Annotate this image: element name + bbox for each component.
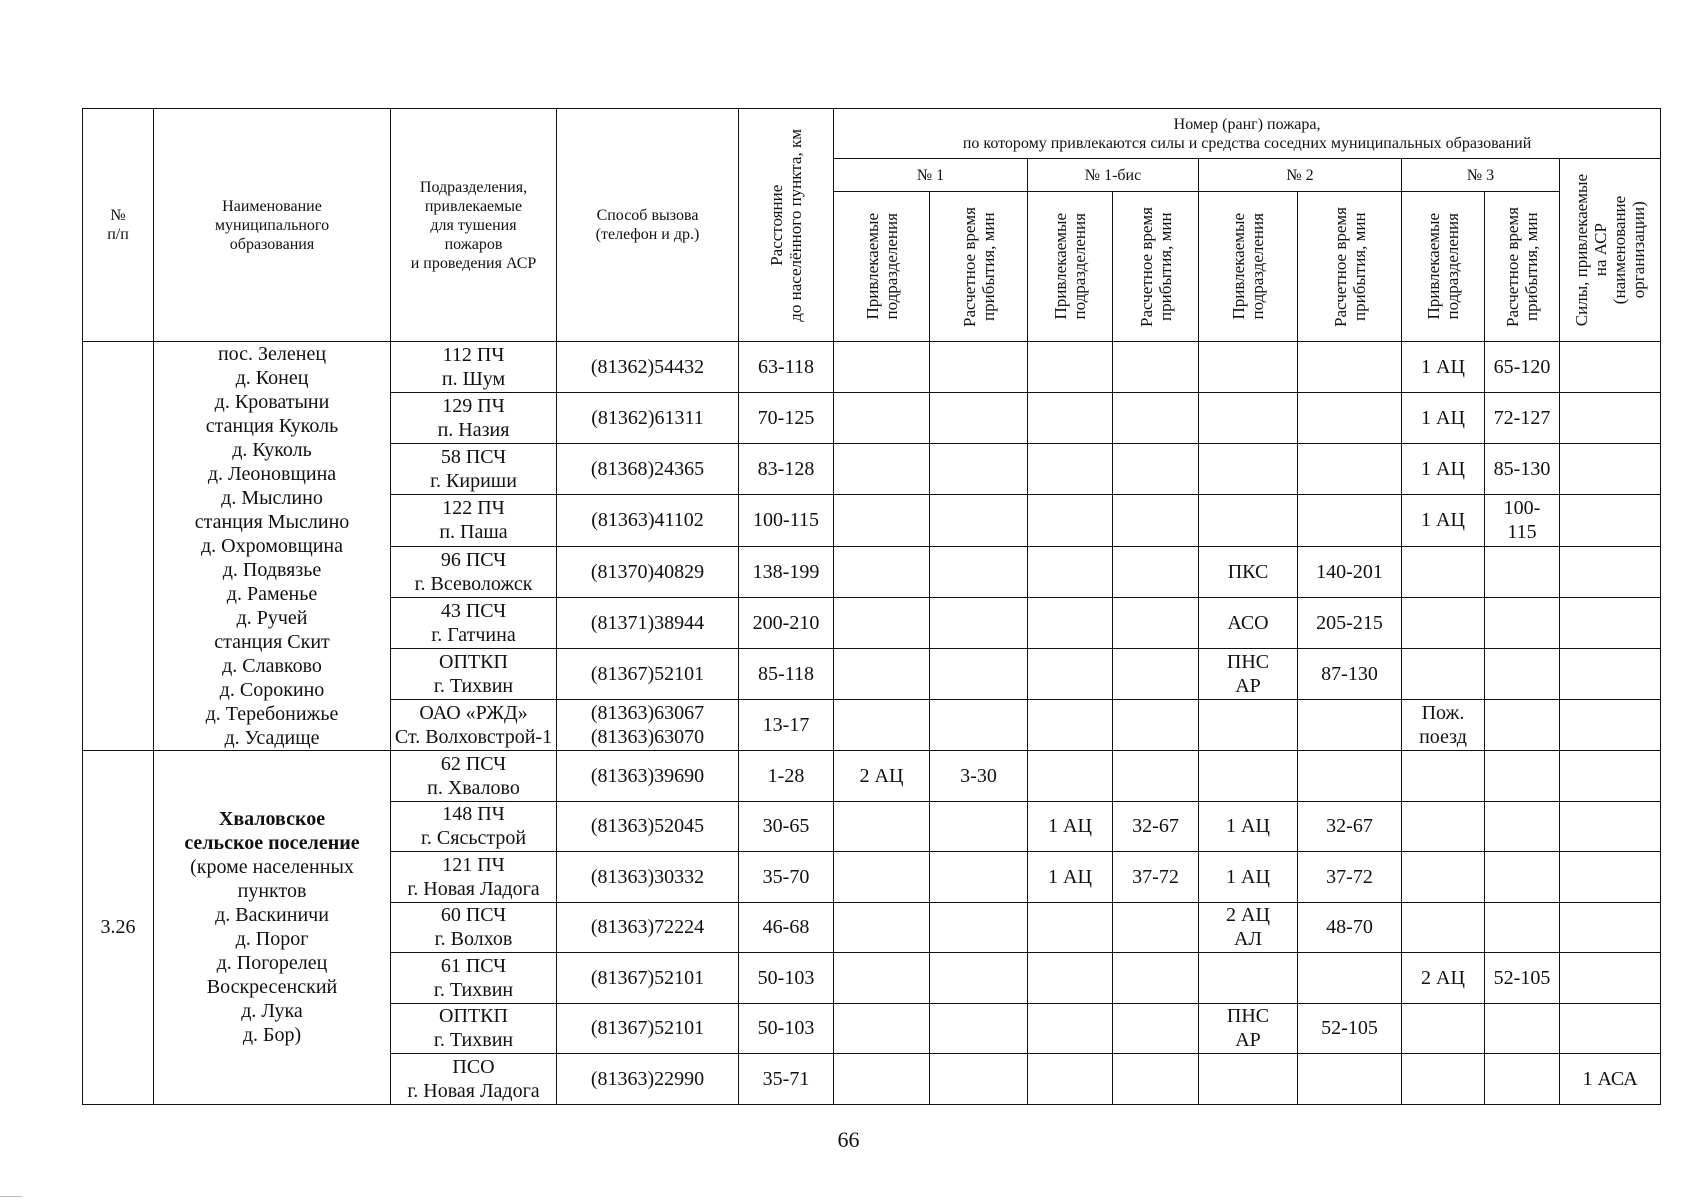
header-rank-3: № 3	[1402, 159, 1560, 192]
cell-r3t	[1485, 751, 1560, 802]
cell-r2t: 87-130	[1298, 648, 1402, 699]
cell-r2t: 140-201	[1298, 546, 1402, 597]
cell-phone: (81370)40829	[557, 546, 739, 597]
cell-r2t	[1298, 342, 1402, 393]
cell-r2t: 205-215	[1298, 597, 1402, 648]
cell-dist: 35-71	[739, 1054, 834, 1105]
municipality-cell	[154, 342, 391, 751]
cell-r3u	[1402, 546, 1485, 597]
cell-r1t	[930, 495, 1028, 546]
cell-r3t: 100- 115	[1485, 495, 1560, 546]
cell-dist: 1-28	[739, 751, 834, 802]
municipality-cell	[154, 751, 391, 1105]
cell-r3t: 65-120	[1485, 342, 1560, 393]
cell-phone: (81362)54432	[557, 342, 739, 393]
cell-r1bu	[1028, 393, 1113, 444]
cell-r1bt	[1113, 444, 1199, 495]
row-number	[83, 342, 154, 751]
header-rank-1: № 1	[834, 159, 1028, 192]
cell-dist: 200-210	[739, 597, 834, 648]
header-rank1bis-units: Привлекаемые подразделения	[1028, 192, 1113, 342]
cell-r2u	[1199, 953, 1298, 1004]
cell-r1t	[930, 699, 1028, 750]
header-units: Подразделения, привлекаемые для тушения пожаров и проведения АСР	[391, 109, 557, 342]
cell-phone: (81363)63067 (81363)63070	[557, 699, 739, 750]
cell-unit: 121 ПЧ г. Новая Ладога	[391, 852, 557, 903]
header-asr	[1560, 159, 1661, 342]
cell-r2u: ПКС	[1199, 546, 1298, 597]
cell-r2u	[1199, 751, 1298, 802]
cell-r3u	[1402, 801, 1485, 852]
cell-unit: 62 ПСЧ п. Хвалово	[391, 751, 557, 802]
cell-unit: 43 ПСЧ г. Гатчина	[391, 597, 557, 648]
header-rank3-time: Расчетное время прибытия, мин	[1485, 192, 1560, 342]
cell-r1u	[834, 393, 930, 444]
cell-r2u	[1199, 699, 1298, 750]
cell-phone: (81367)52101	[557, 953, 739, 1004]
header-distance	[739, 109, 834, 342]
cell-r1t	[930, 902, 1028, 953]
cell-r3t	[1485, 1054, 1560, 1105]
cell-r1t	[930, 1003, 1028, 1054]
cell-dist: 63-118	[739, 342, 834, 393]
cell-dist: 70-125	[739, 393, 834, 444]
cell-r1u	[834, 699, 930, 750]
cell-r3u	[1402, 751, 1485, 802]
cell-phone: (81367)52101	[557, 1003, 739, 1054]
cell-r3u: 1 АЦ	[1402, 444, 1485, 495]
cell-asr	[1560, 751, 1661, 802]
cell-r2u: 2 АЦ АЛ	[1199, 902, 1298, 953]
cell-r1t	[930, 546, 1028, 597]
cell-r1u	[834, 1054, 930, 1105]
cell-r1u	[834, 495, 930, 546]
cell-unit: 61 ПСЧ г. Тихвин	[391, 953, 557, 1004]
header-rank1-time: Расчетное время прибытия, мин	[930, 192, 1028, 342]
cell-unit: 122 ПЧ п. Паша	[391, 495, 557, 546]
header-rank3-units: Привлекаемые подразделения	[1402, 192, 1485, 342]
cell-r3t: 72-127	[1485, 393, 1560, 444]
cell-phone: (81363)30332	[557, 852, 739, 903]
cell-r3u: 1 АЦ	[1402, 393, 1485, 444]
cell-dist: 83-128	[739, 444, 834, 495]
cell-r1u	[834, 342, 930, 393]
cell-r1bu	[1028, 342, 1113, 393]
cell-r1bu: 1 АЦ	[1028, 852, 1113, 903]
cell-phone: (81367)52101	[557, 648, 739, 699]
table-header	[83, 109, 1661, 342]
cell-r1bu	[1028, 751, 1113, 802]
cell-r1bt	[1113, 546, 1199, 597]
cell-r1bt	[1113, 1003, 1199, 1054]
cell-unit: ОПТКП г. Тихвин	[391, 648, 557, 699]
header-rank-1bis: № 1-бис	[1028, 159, 1199, 192]
cell-dist: 138-199	[739, 546, 834, 597]
cell-r3u	[1402, 597, 1485, 648]
cell-r2t	[1298, 953, 1402, 1004]
cell-asr: 1 АСА	[1560, 1054, 1661, 1105]
municipality-title: Хваловское сельское поселение	[184, 808, 360, 855]
cell-r1bu	[1028, 1054, 1113, 1105]
cell-asr	[1560, 852, 1661, 903]
cell-phone: (81363)72224	[557, 902, 739, 953]
cell-r1bt	[1113, 751, 1199, 802]
cell-phone: (81362)61311	[557, 393, 739, 444]
cell-r2t	[1298, 751, 1402, 802]
cell-r1bt	[1113, 393, 1199, 444]
cell-r1t	[930, 648, 1028, 699]
cell-r1bt	[1113, 902, 1199, 953]
fire-forces-table	[82, 108, 1661, 1105]
header-rank2-time: Расчетное время прибытия, мин	[1298, 192, 1402, 342]
cell-r1bt	[1113, 1054, 1199, 1105]
cell-r3u: Пож. поезд	[1402, 699, 1485, 750]
cell-dist: 50-103	[739, 953, 834, 1004]
header-rank-2: № 2	[1199, 159, 1402, 192]
header-num: № п/п	[83, 109, 154, 342]
cell-asr	[1560, 546, 1661, 597]
header-asr-text: Силы, привлекаемые на АСР (наименование организации)	[1572, 173, 1649, 327]
cell-r3t	[1485, 648, 1560, 699]
cell-r1bu	[1028, 1003, 1113, 1054]
cell-r1u: 2 АЦ	[834, 751, 930, 802]
row-number: 3.26	[83, 751, 154, 1105]
cell-r1bt	[1113, 648, 1199, 699]
settlement-list: пос. Зеленец д. Конец д. Кроватыни станция Куколь д. Куколь д. Леоновщина д. Мыслино станция Мыслино д. Охромовщина д. Подвязье д. Раменье д. Ручей станция Скит д. Славково д. Сорокино д. Теребонижье д. Усадище	[194, 343, 350, 749]
scan-mark	[0, 1196, 22, 1197]
cell-r1bt	[1113, 342, 1199, 393]
cell-r2u: ПНС АР	[1199, 648, 1298, 699]
cell-r2t: 37-72	[1298, 852, 1402, 903]
header-rank2-units: Привлекаемые подразделения	[1199, 192, 1298, 342]
cell-r1bu	[1028, 495, 1113, 546]
cell-asr	[1560, 801, 1661, 852]
cell-asr	[1560, 393, 1661, 444]
cell-r2u	[1199, 393, 1298, 444]
cell-unit: ПСО г. Новая Ладога	[391, 1054, 557, 1105]
cell-phone: (81363)52045	[557, 801, 739, 852]
cell-r2u	[1199, 444, 1298, 495]
cell-r2u: 1 АЦ	[1199, 852, 1298, 903]
cell-phone: (81363)41102	[557, 495, 739, 546]
cell-r1u	[834, 444, 930, 495]
cell-r3t: 52-105	[1485, 953, 1560, 1004]
cell-asr	[1560, 1003, 1661, 1054]
cell-r1t	[930, 801, 1028, 852]
cell-dist: 13-17	[739, 699, 834, 750]
cell-r3t	[1485, 801, 1560, 852]
cell-r1bu	[1028, 699, 1113, 750]
cell-r3u: 1 АЦ	[1402, 342, 1485, 393]
cell-r2u	[1199, 1054, 1298, 1105]
cell-r1u	[834, 801, 930, 852]
cell-asr	[1560, 953, 1661, 1004]
cell-r1u	[834, 1003, 930, 1054]
cell-r3t	[1485, 852, 1560, 903]
cell-dist: 50-103	[739, 1003, 834, 1054]
cell-r3t	[1485, 546, 1560, 597]
cell-unit: 60 ПСЧ г. Волхов	[391, 902, 557, 953]
cell-r1bu: 1 АЦ	[1028, 801, 1113, 852]
cell-r3u	[1402, 1003, 1485, 1054]
cell-r3u	[1402, 852, 1485, 903]
cell-r1u	[834, 852, 930, 903]
cell-r1t	[930, 342, 1028, 393]
header-rank1bis-time: Расчетное время прибытия, мин	[1113, 192, 1199, 342]
cell-r1bt: 37-72	[1113, 852, 1199, 903]
cell-r2t	[1298, 444, 1402, 495]
cell-r3u: 2 АЦ	[1402, 953, 1485, 1004]
cell-r1t	[930, 953, 1028, 1004]
header-call-method: Способ вызова (телефон и др.)	[557, 109, 739, 342]
header-distance-text: Расстояние до населённого пункта, км	[767, 128, 805, 322]
cell-r1bu	[1028, 902, 1113, 953]
cell-r3u	[1402, 902, 1485, 953]
cell-r2t: 52-105	[1298, 1003, 1402, 1054]
cell-asr	[1560, 342, 1661, 393]
cell-r1bu	[1028, 597, 1113, 648]
cell-dist: 85-118	[739, 648, 834, 699]
cell-r1u	[834, 648, 930, 699]
cell-unit: 112 ПЧ п. Шум	[391, 342, 557, 393]
cell-r3u: 1 АЦ	[1402, 495, 1485, 546]
cell-r3t	[1485, 1003, 1560, 1054]
cell-dist: 46-68	[739, 902, 834, 953]
cell-asr	[1560, 444, 1661, 495]
cell-r1t: 3-30	[930, 751, 1028, 802]
cell-asr	[1560, 699, 1661, 750]
cell-r2t	[1298, 1054, 1402, 1105]
cell-r1t	[930, 852, 1028, 903]
cell-r1bt: 32-67	[1113, 801, 1199, 852]
cell-phone: (81371)38944	[557, 597, 739, 648]
cell-r1bu	[1028, 546, 1113, 597]
cell-phone: (81368)24365	[557, 444, 739, 495]
cell-r3u	[1402, 648, 1485, 699]
cell-r2t: 32-67	[1298, 801, 1402, 852]
page-number: 66	[837, 1127, 860, 1152]
cell-asr	[1560, 902, 1661, 953]
cell-r1u	[834, 902, 930, 953]
cell-unit: 148 ПЧ г. Сясьстрой	[391, 801, 557, 852]
header-municipality: Наименование муниципального образования	[154, 109, 391, 342]
cell-r2u: ПНС АР	[1199, 1003, 1298, 1054]
cell-r1u	[834, 597, 930, 648]
cell-dist: 100-115	[739, 495, 834, 546]
cell-dist: 35-70	[739, 852, 834, 903]
cell-r3u	[1402, 1054, 1485, 1105]
cell-unit: 58 ПСЧ г. Кириши	[391, 444, 557, 495]
cell-r3t	[1485, 597, 1560, 648]
cell-r2t	[1298, 495, 1402, 546]
cell-r2t: 48-70	[1298, 902, 1402, 953]
cell-asr	[1560, 648, 1661, 699]
cell-r3t	[1485, 699, 1560, 750]
cell-r1t	[930, 393, 1028, 444]
cell-r1u	[834, 546, 930, 597]
cell-unit: ОПТКП г. Тихвин	[391, 1003, 557, 1054]
cell-phone: (81363)22990	[557, 1054, 739, 1105]
header-rank-group: Номер (ранг) пожара, по которому привлекаются силы и средства соседних муниципальных образований	[834, 109, 1661, 159]
cell-r1bu	[1028, 648, 1113, 699]
cell-r1bu	[1028, 953, 1113, 1004]
cell-r2u	[1199, 342, 1298, 393]
cell-r2u: 1 АЦ	[1199, 801, 1298, 852]
header-rank1-units: Привлекаемые подразделения	[834, 192, 930, 342]
cell-r2u: АСО	[1199, 597, 1298, 648]
cell-r3t	[1485, 902, 1560, 953]
cell-r2t	[1298, 393, 1402, 444]
cell-r1bt	[1113, 495, 1199, 546]
table-row	[83, 342, 1661, 393]
cell-asr	[1560, 597, 1661, 648]
table-body	[83, 342, 1661, 1105]
cell-unit: 96 ПСЧ г. Всеволожск	[391, 546, 557, 597]
cell-r3t: 85-130	[1485, 444, 1560, 495]
cell-phone: (81363)39690	[557, 751, 739, 802]
cell-asr	[1560, 495, 1661, 546]
cell-r1u	[834, 953, 930, 1004]
cell-r1t	[930, 444, 1028, 495]
cell-r1t	[930, 1054, 1028, 1105]
cell-unit: ОАО «РЖД» Ст. Волховстрой-1	[391, 699, 557, 750]
cell-r1t	[930, 597, 1028, 648]
table-row	[83, 751, 1661, 802]
cell-r2t	[1298, 699, 1402, 750]
cell-r1bu	[1028, 444, 1113, 495]
cell-unit: 129 ПЧ п. Назия	[391, 393, 557, 444]
cell-r1bt	[1113, 597, 1199, 648]
cell-r2u	[1199, 495, 1298, 546]
cell-r1bt	[1113, 953, 1199, 1004]
cell-dist: 30-65	[739, 801, 834, 852]
settlement-list: (кроме населенных пунктов д. Васкиничи д. Порог д. Погорелец Воскресенский д. Лука д. Бор)	[190, 856, 354, 1047]
cell-r1bt	[1113, 699, 1199, 750]
